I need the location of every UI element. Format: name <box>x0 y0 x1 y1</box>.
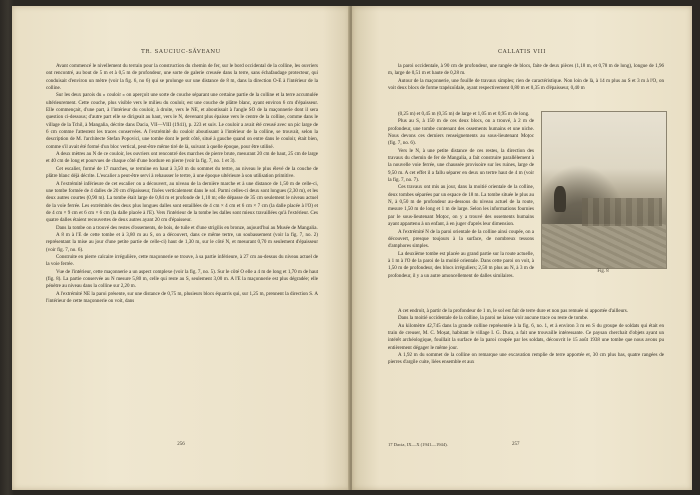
left-body-text <box>46 63 318 305</box>
page-number-left: 256 <box>177 442 185 447</box>
photo-person <box>554 186 566 212</box>
paragraph: A 8 m à l'E de cette tombe et à 3,80 m au S, on a découvert, dans ce même tertre, un soubassement (voir la fig. 7, no. 2) représentant la mise au jour d'une petite partie de celle-ci) haut de 1,30 m, sur le côté N, et mesurant 0,70 m seulement d'épaisseur (voir fig. 7, no. 6). <box>46 231 318 253</box>
paragraph: Avant commencé le nivellement du terrain pour la construction du chemin de fer, sur le bord occidental de la colline, les ouvriers ont rencontré, au bout de 5 m et à 0,5 m de profondeur, une sorte de galerie creusée dans la terre, sans échafaudage protecteur, qui conduisait d'environ un mètre (voir la fig. 6, no 6) qui se prolonge sur une distance de 8 m, dans la direction O-E à l'intérieur de la colline. <box>46 63 318 92</box>
right-body-text-beside-figure <box>388 111 534 280</box>
running-header-right: CALLATIS VIII <box>498 49 546 55</box>
paragraph: Autour de la maçonnerie, une fouille de travaux simples; rien de caractéristique. Non loin de là, à 14 m plus au S et 3 m à l'O, on voit deux blocs de forme trapézoïdale, ayant respectivement 0,80 m et 0,35 m d'épaisseur, 0,40 m <box>388 77 664 92</box>
paragraph: A l'extrémité inférieure de cet escalier on a découvert, au niveau de la dernière marche et à une distance de 1,50 m de celle-ci, une tombe formée de 4 dalles de 20 cm d'épaisseur, fixées verticalement dans le sol. Parmi celles-ci deux sont longues (2,30 m), et les deux autres courtes (0,90 m). La tombe était large de 0,84 m et profonde de 1,10 m; elle dépasse de 35 cm seulement le niveau actuel de la voie ferrée. Les extrémités des deux plus longues dalles sont entaillées de 4 cm × 4 cm et 6 cm × 7 cm (la dalle placée à l'O) et de 4 cm × 9 cm et 6 cm × 6 cm (la dalle placée à l'E). Vers l'intérieur de la tombe les dalles sont mieux travaillées qu'à l'extérieur. Ces quatre dalles étaient recouvertes de deux autres ayant 20 cm d'épaisseur. <box>46 180 318 224</box>
paragraph: Vue de l'intérieur, cette maçonnerie a un aspect complexe (voir la fig. 7, no. 5). Sur le côté O elle a 4 m de long et 1,70 m de haut (fig. 8). La partie conservée au N mesure 5,80 m, celle qui reste au S, seulement 3,00 m. A l'E la maçonnerie est plus dégradée; elle pénètre au niveau dans la colline sur 2,20 m. <box>46 268 318 290</box>
excavation-photo <box>541 111 667 269</box>
paragraph: la paroi occidentale, à 90 cm de profondeur, une rangée de blocs, faite de deux pièces (1,18 m, et 0,78 m de long), longue de 1,96 m, large de 0,51 m et haute de 0,28 m. <box>388 63 664 77</box>
figure-caption: Fig. 8 <box>597 269 609 274</box>
right-page <box>352 6 692 490</box>
left-page <box>12 6 350 490</box>
photo-ground <box>542 224 666 268</box>
paragraph: Ces travaux ont mis au jour, dans la moitié orientale de la colline, deux tombes séparées par un espace de 18 m. La tombe située le plus au N, à 0,50 m de profondeur au-dessous du niveau actuel de la route, mesure 1,50 m de long et 1 m de large. Selon les informations fournies par le sous-lieutenant Moțoc, on y a trouvé des ossements humains ayant appartenu à un enfant, à en juger d'après leur dimension. <box>388 184 534 228</box>
paragraph: Dans la moitié occidentale de la colline, la paroi ne laisse voir aucune trace ou reste de tombe. <box>398 315 589 322</box>
paragraph: Sur les deux parois du « couloir » on aperçoit une sorte de couche séparant une certaine partie de la colline et la terre accumulée ultérieurement. Cette couche, plus visible vers le milieu du couloir, est une couche de plâtre blanc, ayant environ 6 cm d'épaisseur. Elle commençait, d'une part, à l'intérieur du couloir, à droite, vers le NE, et aboutissait à l'angle SO de la maçonnerie dont il sera question ci-dessous; d'autre part elle se dirigeait au haut, vers le N, devenant plus épaisse vers le centre de la colline, comme dans le village de la Tchil, à Mangalia, décrite dans Dacia, VII—VIII (1941), p. 223 et suiv. Le couloir a avait été creusé avec un pic large de 6 cm comme l'attestent les traces conservées. A l'extrémité du couloir aboutissant à l'intérieur de la colline, se trouvait, selon la description de M. l'architecte Stefan Popovici, une tombe dont le petit côté, situé à gauche quand on entre dans le couloir, était bien, comme s'il avait été formé d'un bloc vertical, peut-être même tiré de là, suivant à quelle époque, pour être utilisé. <box>46 92 318 150</box>
paragraph: Cet escalier, formé de 17 marches, se termine en haut à 3,50 m du sommet du tertre, au niveau le plus élevé de la couche de plâtre blanc déjà décrite. L'escalier a peut-être servi à rehausser le tertre, à une époque ultérieure à son utilisation primitive. <box>46 165 318 180</box>
paragraph: A deux mètres au N de ce couloir, les ouvriers ont rencontré des marches de pierre brute, mesurant 20 cm de haut, 25 cm de large et 40 cm de long et pourvues de chaque côté d'une bordure en pierre (voir la fig. 7, no. 1 et 3). <box>46 151 318 165</box>
photo-masonry <box>582 198 662 226</box>
footer-signature: 17 Dacia, IX—X (1941—1944). <box>388 442 448 447</box>
paragraph: A l'extrémité N de la paroi orientale de la colline ainsi coupée, on a découvert, presque toujours à la surface, de nombreux tessons d'amphores simples. <box>388 228 534 250</box>
paragraph: Plus au S, à 150 m de ces deux blocs, on a trouvé, à 2 m de profondeur, une tombe contenant des ossements humains et une niche. Nous devons ces derniers renseignements au sous-lieutenant Moțoc (fig. 7, no. 6). <box>388 118 534 147</box>
paragraph: Au kilomètre 42,745 dans la grande colline représentée à la fig. 6, no. 1, et à environ 3 m en S du groupe de soldats qui était en train de creuser, M. C. Moșat, habitant le village I. G. Duca, a fait une trouvaille intéressante. Ce paysan cherchait d'objets ayant un intérêt archéologique, fouillait la surface de la paroi coupée par les soldats, découvrit le 15 août 1938 une tombe que nous avons pu entièrement dégager le même jour. <box>388 322 664 351</box>
page-number-right: 257 <box>512 442 520 447</box>
paragraph: Vers le N, à une petite distance de ces restes, la direction des travaux du chemin de fer de Mangalia, a fait construire parallèlement à la nouvelle voie ferrée, une chaussée provisoire sur les ruines, large de 9,50 m. A cet effet il a fallu séparer en deux un tertre haut de 4 m (voir la fig. 7, no. 7). <box>388 147 534 184</box>
paragraph: La deuxième tombe est placée au grand partie sur la route actuelle, à 1 m à l'O de la paroi de la moitié orientale. Dans cette paroi on voit, à 1,50 m de profondeur, des blocs irréguliers; 2,50 m plus au N, à 3 m de profondeur, il y a un autre amoncellement de dalles similaires. <box>388 250 534 279</box>
paragraph: Construite en pierre calcaire irrégulière, cette maçonnerie se trouve, à sa partie inférieure, à 27 cm au-dessus du niveau actuel de la voie ferrée. <box>46 253 318 268</box>
paragraph: A 1,92 m du sommet de la colline on remarque une excavation remplie de terre apportée et, 30 cm plus bas, quatre rangées de pierres d'argile cuite, liées ensemble et aux <box>388 352 664 366</box>
paragraph: A cet endroit, à partir de la profondeur de 1 m, le sol est fait de terre dure et non pas remuée ni apportée d'ailleurs. <box>398 308 629 314</box>
right-body-text-bottom <box>388 308 664 367</box>
right-body-text-top <box>388 63 664 92</box>
paragraph: (0,25 m) et 0,45 m (0,35 m) de large et 1,05 m et 0,95 m de long. <box>398 111 530 117</box>
paragraph: Dans la tombe on a trouvé des restes d'ossements, de bois, de tuile et d'une strigilis en bronze, aujourd'hui au Musée de Mangalia. <box>56 224 318 231</box>
running-header-left: TR. SAUCIUC-SĂVEANU <box>141 49 221 55</box>
paragraph: A l'extrémité NE la paroi présente, sur une distance de 0,75 m, plusieurs blocs équarris qui, sur 1,25 m, prennent la direction S. A l'intérieur de cette maçonnerie on voit, dans <box>46 290 318 304</box>
